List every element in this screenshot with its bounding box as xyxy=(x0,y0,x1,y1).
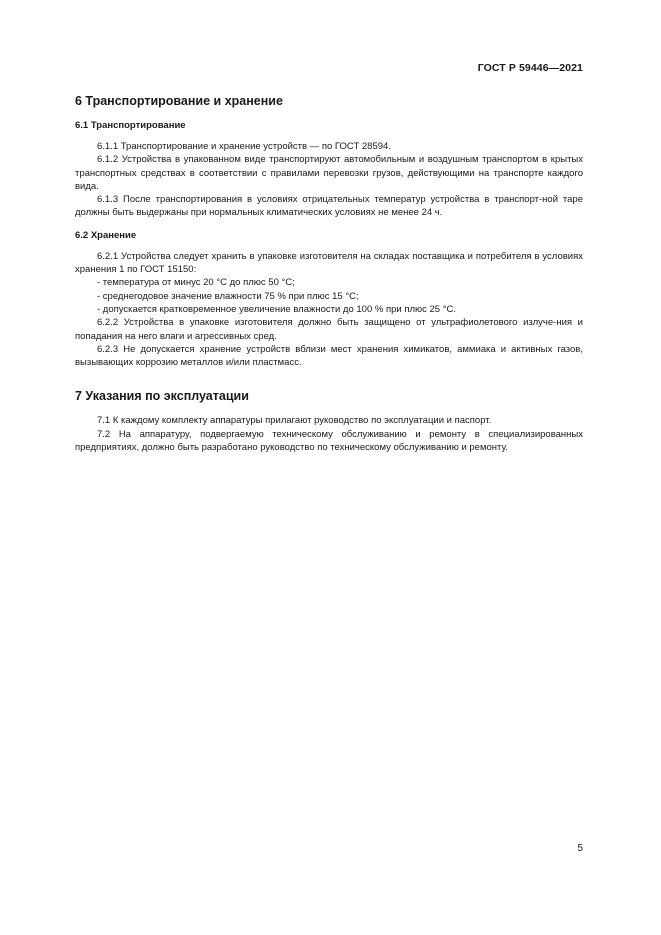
paragraph-7-2: 7.2 На аппаратуру, подвергаемую техническому обслуживанию и ремонту в специализированных предприятиях, должно быть разработано руководство по техническому обслуживанию и ремонту. xyxy=(75,428,583,454)
subsection-6-2-title: 6.2 Хранение xyxy=(75,229,137,241)
list-item-humidity-short-term: - допускается кратковременное увеличение влажности до 100 % при плюс 25 °С. xyxy=(97,303,457,315)
paragraph-6-1-2: 6.1.2 Устройства в упакованном виде транспортируют автомобильным и воздушным транспортом в крытых транспортных средствах в соответствии с правилами перевозки грузов, действующими на транспорте каждого вида. xyxy=(75,154,583,192)
list-item-humidity: - среднегодовое значение влажности 75 % при плюс 15 °С; xyxy=(97,290,359,302)
paragraph-6-2-2: 6.2.2 Устройства в упаковке изготовителя должно быть защищено от ультрафиолетового излуче-ния и попадания на него влаги и агрессивных сред. xyxy=(75,317,583,342)
page-number: 5 xyxy=(577,843,583,854)
paragraph-6-1-1: 6.1.1 Транспортирование и хранение устройств — по ГОСТ 28594. xyxy=(97,141,391,152)
paragraph-6-1-3: 6.1.3 После транспортирования в условиях отрицательных температур устройства в транспорт-ной таре должны быть выдержаны при нормальных климатических условиях не менее 24 ч. xyxy=(75,194,583,219)
paragraph-7-1: 7.1 К каждому комплекту аппаратуры прилагают руководство по эксплуатации и паспорт. xyxy=(97,415,492,427)
page-content xyxy=(75,93,583,454)
subsection-6-1-title: 6.1 Транспортирование xyxy=(75,120,186,131)
paragraph-6-2-1: 6.2.1 Устройства следует хранить в упаковке изготовителя на складах поставщика и потребителя в условиях хранения 1 по ГОСТ 15150: xyxy=(75,250,583,276)
section-7-title: 7 Указания по эксплуатации xyxy=(75,389,249,404)
paragraph-6-2-3: 6.2.3 Не допускается хранение устройств вблизи мест хранения химикатов, аммиака и активных газов, вызывающих коррозию металлов и/или пластмасс. xyxy=(75,343,583,369)
list-item-temperature: - температура от минус 20 °С до плюс 50 °С; xyxy=(97,277,295,289)
section-6-title: 6 Транспортирование и хранение xyxy=(75,94,283,108)
standard-designation: ГОСТ Р 59446—2021 xyxy=(477,62,583,74)
